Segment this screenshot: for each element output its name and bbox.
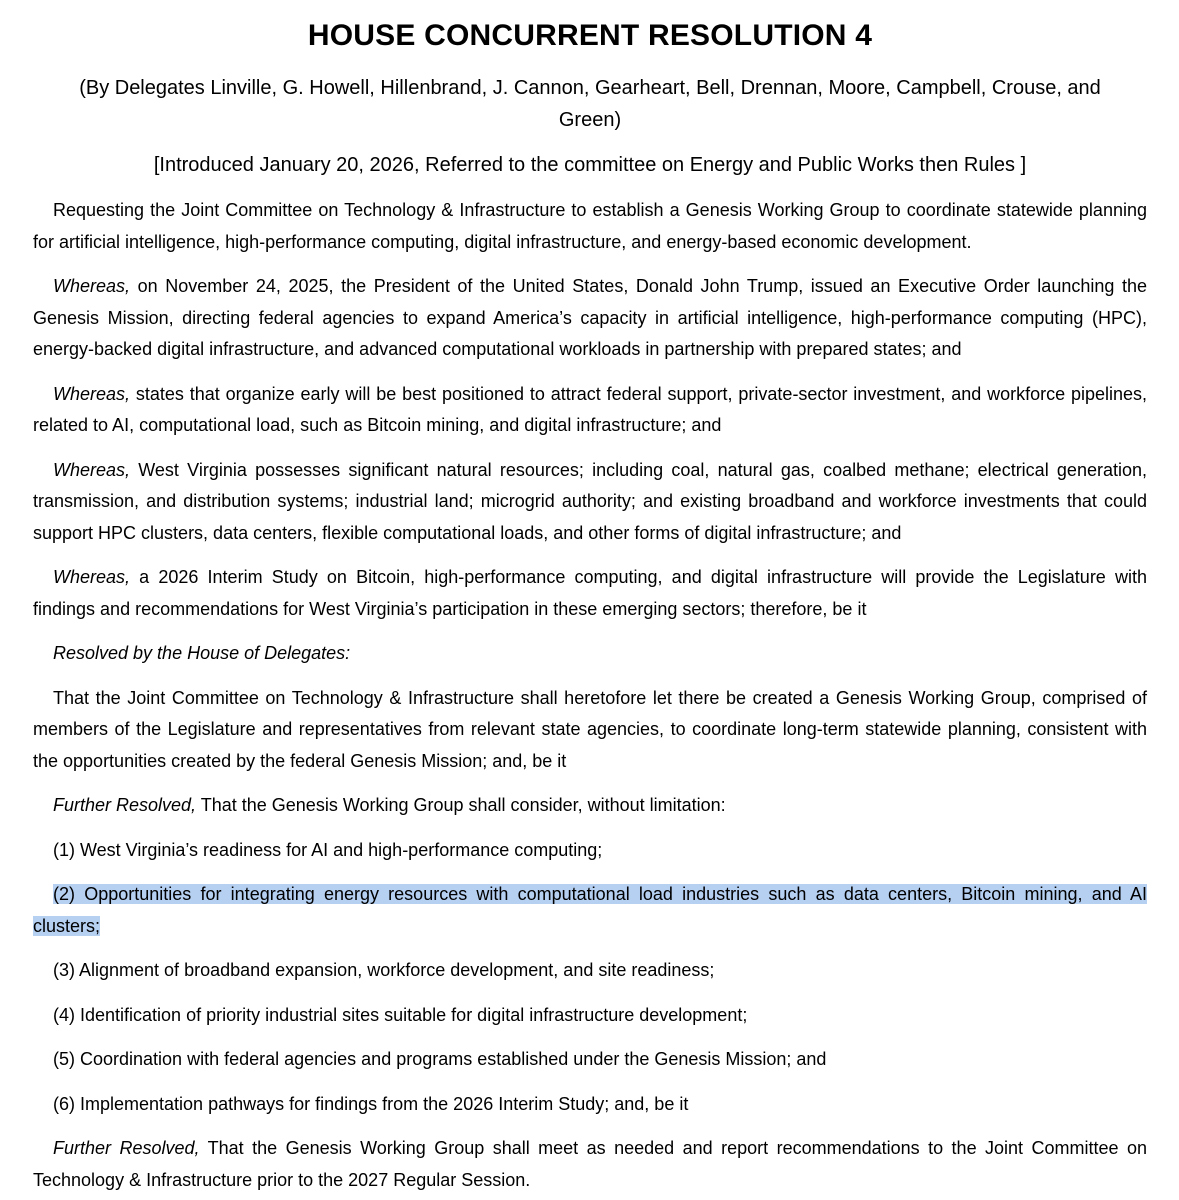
- whereas-paragraph-2: [33, 379, 1147, 442]
- document-title: HOUSE CONCURRENT RESOLUTION 4: [307, 19, 873, 52]
- whereas-text: a 2026 Interim Study on Bitcoin, high-performance computing, and digital infrastructure will provide the Legislature with findings and recommendations for West Virginia’s participation in these emerging sectors; therefore, be it: [33, 567, 1147, 619]
- whereas-label: Whereas,: [53, 383, 131, 404]
- whereas-label: Whereas,: [53, 567, 131, 587]
- further-resolved-text: That the Genesis Working Group shall meet as needed and report recommendations to the Joint Committee on Technology & Infrastructure prior to the 2027 Regular Session.: [33, 1138, 1148, 1190]
- whereas-label: Whereas,: [53, 459, 131, 480]
- whereas-label: Whereas,: [53, 276, 131, 296]
- whereas-paragraph-3: [33, 455, 1147, 550]
- list-item-6: (6) Implementation pathways for findings from the 2026 Interim Study; and, be it: [53, 1093, 689, 1114]
- further-resolved-label: Further Resolved,: [53, 795, 197, 815]
- further-resolved-paragraph-2: [33, 1133, 1147, 1196]
- sponsors-line: (By Delegates Linville, G. Howell, Hillenbrand, J. Cannon, Gearheart, Bell, Drennan, Moore, Campbell, Crouse, and Green): [79, 77, 1101, 131]
- further-resolved-text: That the Genesis Working Group shall consider, without limitation:: [196, 795, 726, 815]
- further-resolved-paragraph-1: [33, 790, 1147, 822]
- resolution-document: [33, 0, 1147, 1196]
- list-item-4: (4) Identification of priority industrial sites suitable for digital infrastructure development;: [53, 1004, 748, 1025]
- introduced-line: [Introduced January 20, 2026, Referred to the committee on Energy and Public Works then Rules ]: [153, 154, 1027, 176]
- text-selection-highlight[interactable]: (2) Opportunities for integrating energy resources with computational load industries such as data centers, Bitcoin mining, and AI clusters;: [33, 884, 1147, 936]
- summary-paragraph: Requesting the Joint Committee on Technology & Infrastructure to establish a Genesis Working Group to coordinate statewide planning for artificial intelligence, high-performance computing, digital infrastructure, and energy-based economic development.: [33, 200, 1147, 252]
- resolved-label: Resolved by the House of Delegates:: [53, 643, 351, 663]
- whereas-text: West Virginia possesses significant natural resources; including coal, natural gas, coalbed methane; electrical generation, transmission, and distribution systems; industrial land; microgrid authority; and existing broadband and workforce investments that could support HPC clusters, data centers, flexible computational loads, and other forms of digital infrastructure; and: [33, 459, 1147, 543]
- list-item-2-highlighted[interactable]: [33, 879, 1147, 942]
- list-item-5: (5) Coordination with federal agencies and programs established under the Genesis Mission; and: [53, 1049, 827, 1069]
- list-item-3: (3) Alignment of broadband expansion, workforce development, and site readiness;: [53, 960, 715, 980]
- resolved-paragraph: That the Joint Committee on Technology & Infrastructure shall heretofore let there be created a Genesis Working Group, comprised of members of the Legislature and representatives from relevant state agencies, to coordinate long-term statewide planning, consistent with the opportunities created by the federal Genesis Mission; and, be it: [33, 687, 1147, 771]
- whereas-text: states that organize early will be best positioned to attract federal support, private-sector investment, and workforce pipelines, related to AI, computational load, such as Bitcoin mining, and digital infrastructure; and: [33, 383, 1147, 435]
- further-resolved-label: Further Resolved,: [53, 1138, 200, 1158]
- list-item-1: (1) West Virginia’s readiness for AI and high-performance computing;: [53, 839, 603, 860]
- whereas-paragraph-4: [33, 562, 1147, 625]
- whereas-paragraph-1: [33, 271, 1147, 366]
- whereas-text: on November 24, 2025, the President of the United States, Donald John Trump, issued an Executive Order launching the Genesis Mission, directing federal agencies to expand America’s capacity in artificial intelligence, high-performance computing (HPC), energy-backed digital infrastructure, and advanced computational workloads in partnership with prepared states; and: [33, 276, 1147, 359]
